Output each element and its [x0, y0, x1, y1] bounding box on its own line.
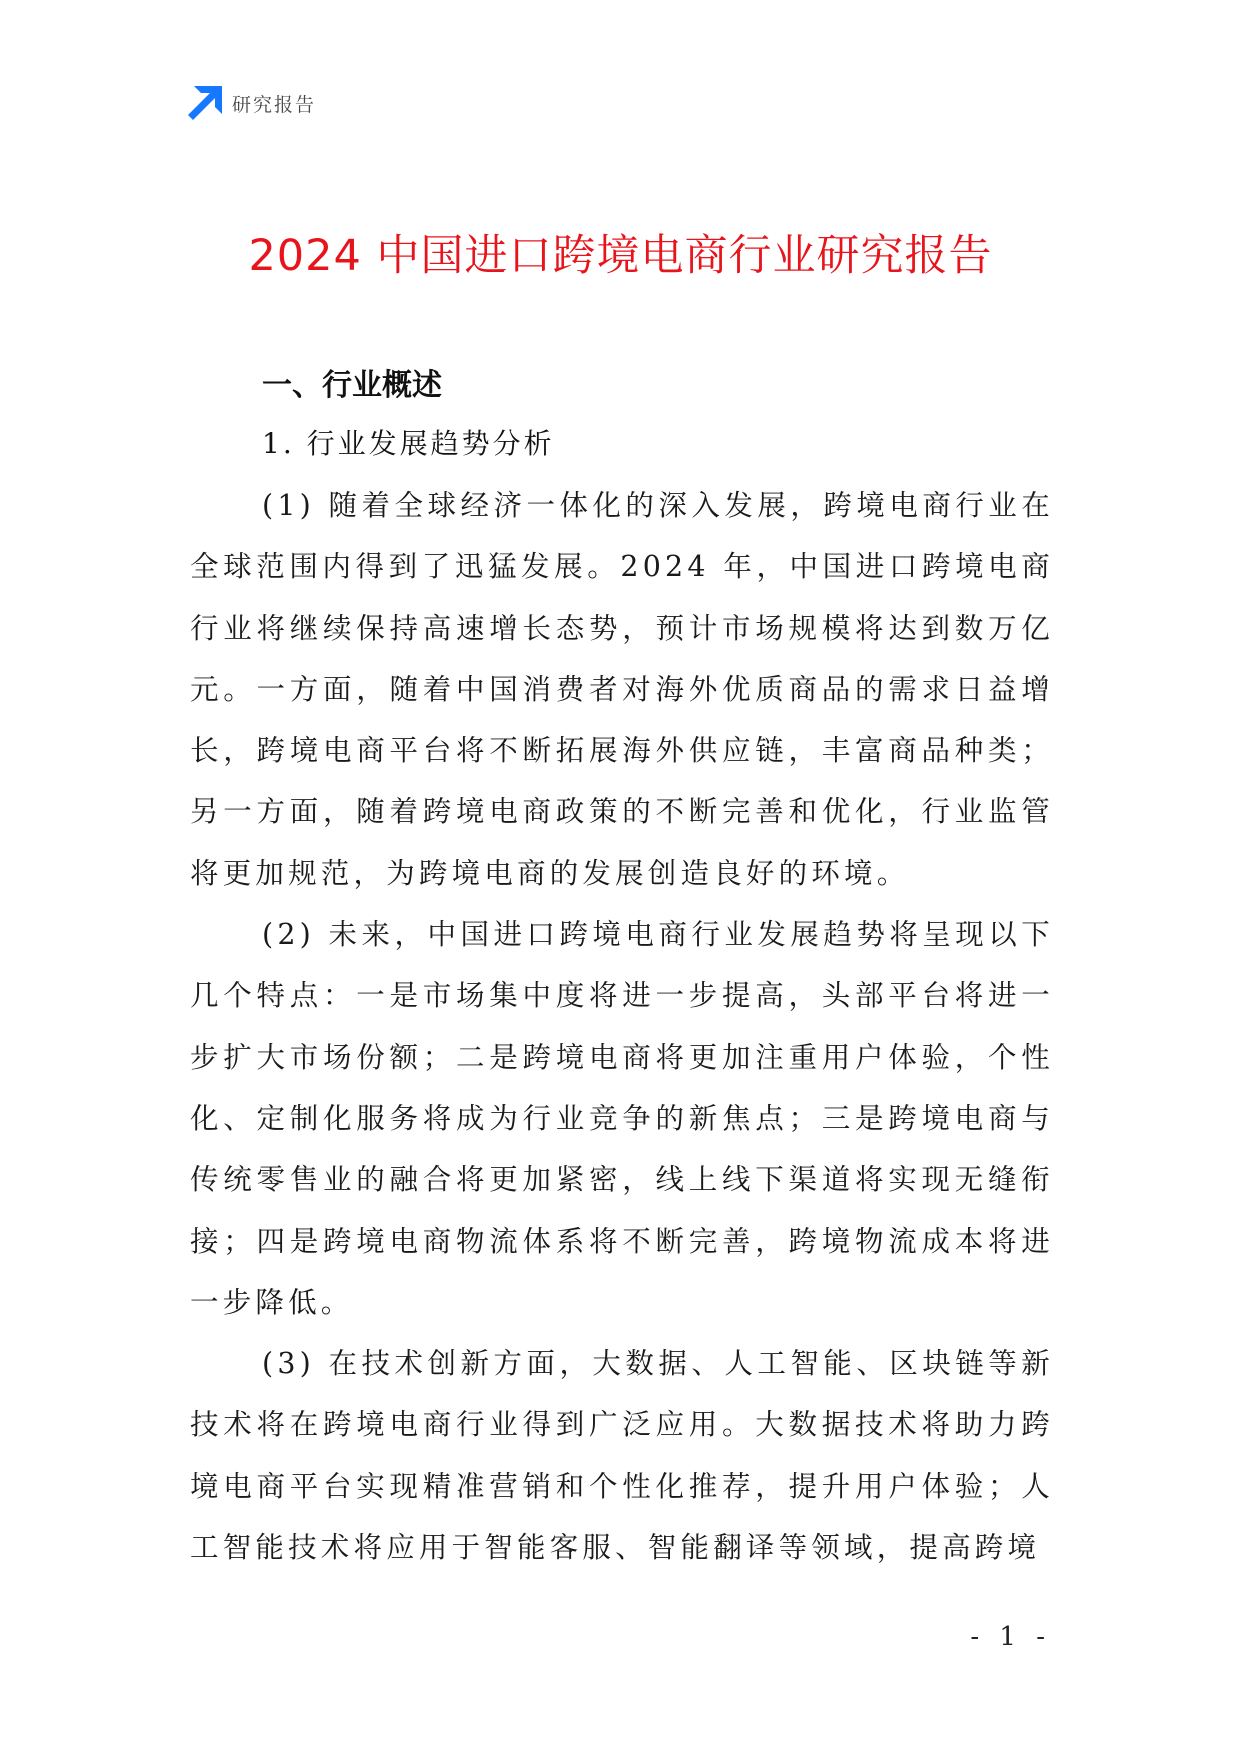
page-title: 2024 中国进口跨境电商行业研究报告 — [248, 231, 993, 281]
header-label: 研究报告 — [232, 93, 317, 116]
paragraph-1: (1) 随着全球经济一体化的深入发展，跨境电商行业在全球范围内得到了迅猛发展。2024 年，中国进口跨境电商行业将继续保持高速增长态势，预计市场规模将达到数万亿元。一方面，随着中国消费者对海外优质商品的需求日益增长，跨境电商平台将不断拓展海外供应链，丰富商品种类；另一方面，随着跨境电商政策的不断完善和优化，行业监管将更加规范，为跨境电商的发展创造良好的环境。 — [190, 489, 1054, 890]
paragraph-3: (3) 在技术创新方面，大数据、人工智能、区块链等新技术将在跨境电商行业得到广泛应用。大数据技术将助力跨境电商平台实现精准营销和个性化推荐，提升用户体验；人工智能技术将应用于智能客服、智能翻译等领域，提高跨境 — [190, 1347, 1054, 1565]
section-heading: 一、行业概述 — [262, 368, 442, 403]
paragraph-2: (2) 未来，中国进口跨境电商行业发展趋势将呈现以下几个特点：一是市场集中度将进一步提高，头部平台将进一步扩大市场份额；二是跨境电商将更加注重用户体验，个性化、定制化服务将成为行业竞争的新焦点；三是跨境电商与传统零售业的融合将更加紧密，线上线下渠道将实现无缝衔接；四是跨境电商物流体系将不断完善，跨境物流成本将进一步降低。 — [190, 918, 1054, 1319]
arrow-up-right-icon — [188, 86, 222, 120]
body-text — [190, 475, 1054, 1578]
page-number: - 1 - — [970, 1622, 1051, 1652]
subsection-heading: 1. 行业发展趋势分析 — [262, 427, 555, 460]
report-header — [188, 86, 316, 120]
